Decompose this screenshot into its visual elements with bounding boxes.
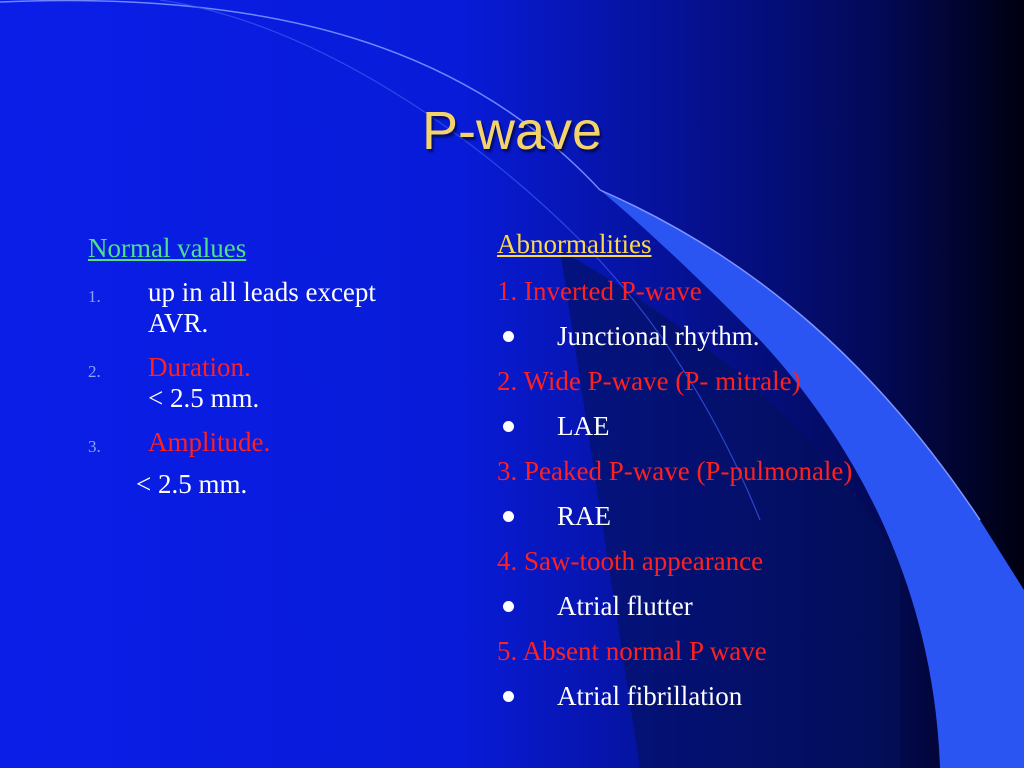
bullet-item [497, 681, 1017, 726]
item-number: 1. [88, 287, 101, 306]
normal-values-item-1 [88, 277, 468, 339]
item-text-line: AVR. [148, 308, 209, 338]
item-number: 2. [88, 362, 101, 381]
amplitude-label: Amplitude. [148, 427, 271, 457]
normal-values-heading-link[interactable]: Normal values [88, 233, 247, 263]
item-number: 3. [88, 437, 101, 456]
bullet-item [497, 321, 1017, 366]
bullet-text: Atrial flutter [557, 591, 693, 621]
abnormality-item: 2. Wide P-wave (P- mitrale) [497, 366, 801, 396]
bullet-item [497, 591, 1017, 636]
slide-title: P-wave [421, 101, 603, 161]
amplitude-value: < 2.5 mm. [136, 469, 248, 499]
normal-values-item-2 [88, 352, 468, 414]
bullet-item [497, 501, 1017, 546]
bullet-icon [503, 601, 514, 612]
bullet-icon [503, 691, 514, 702]
duration-value: < 2.5 mm. [148, 383, 260, 413]
abnormalities-heading-row [497, 229, 1017, 276]
abnormality-item: 3. Peaked P-wave (P-pulmonale) [497, 456, 853, 486]
bullet-text: Atrial fibrillation [557, 681, 743, 711]
duration-label: Duration. [148, 352, 251, 382]
bullet-text: Junctional rhythm. [557, 321, 760, 351]
bullet-icon [503, 421, 514, 432]
normal-values-column [88, 233, 468, 500]
bullet-item [497, 411, 1017, 456]
bullet-text: RAE [557, 501, 611, 531]
bullet-icon [503, 511, 514, 522]
bullet-icon [503, 331, 514, 342]
abnormality-item: 1. Inverted P-wave [497, 276, 702, 306]
abnormality-item: 5. Absent normal P wave [497, 636, 767, 666]
normal-values-item-3 [88, 427, 468, 458]
abnormalities-column [497, 229, 1017, 726]
item-text-line: up in all leads except [148, 277, 376, 307]
bullet-text: LAE [557, 411, 610, 441]
abnormalities-heading-link[interactable]: Abnormalities [497, 229, 652, 259]
abnormality-item: 4. Saw-tooth appearance [497, 546, 764, 576]
